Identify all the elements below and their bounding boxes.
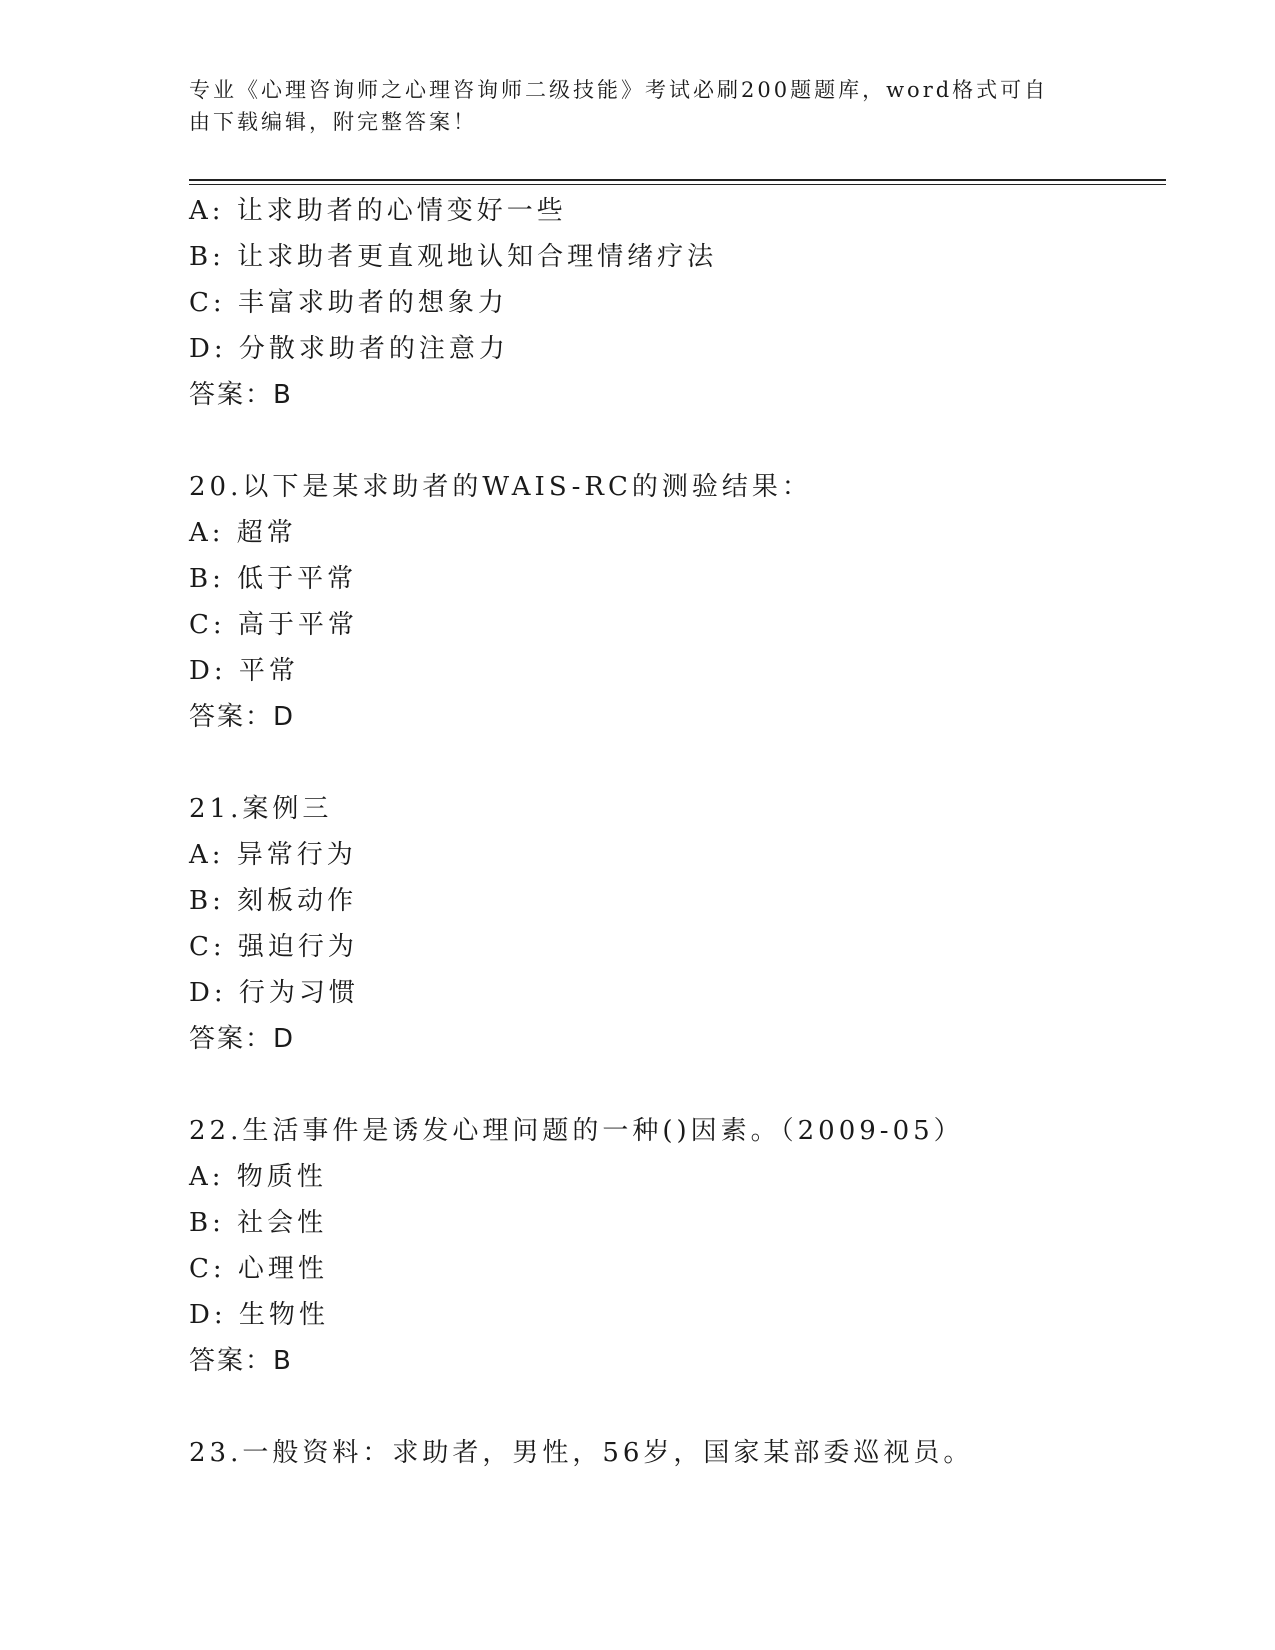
option-b: B: 社会性 xyxy=(189,1208,328,1238)
header-divider-thin xyxy=(189,184,1166,185)
option-a: A: 异常行为 xyxy=(189,840,357,870)
question-text: 21.案例三 xyxy=(189,794,333,824)
question-block xyxy=(189,1430,1149,1476)
option-c: C: 强迫行为 xyxy=(189,932,358,962)
option-d: D: 生物性 xyxy=(189,1300,329,1330)
option-c: C: 丰富求助者的想象力 xyxy=(189,288,508,318)
option-b: B: 刻板动作 xyxy=(189,886,358,916)
option-b: B: 低于平常 xyxy=(189,564,358,594)
option-a: A: 物质性 xyxy=(189,1162,327,1192)
answer-line: 答案：B xyxy=(189,380,293,410)
document-header xyxy=(189,74,1089,138)
option-d: D: 分散求助者的注意力 xyxy=(189,334,509,364)
option-a: A: 让求助者的心情变好一些 xyxy=(189,196,567,226)
header-divider-thick xyxy=(189,179,1166,181)
answer-line: 答案：D xyxy=(189,1024,296,1054)
question-text: 22.生活事件是诱发心理问题的一种()因素。（2009-05） xyxy=(189,1116,964,1146)
question-list xyxy=(189,188,1149,1476)
option-d: D: 平常 xyxy=(189,656,299,686)
answer-line: 答案：D xyxy=(189,702,296,732)
option-c: C: 心理性 xyxy=(189,1254,328,1284)
question-block xyxy=(189,1108,1149,1384)
question-text: 20.以下是某求助者的WAIS-RC的测验结果： xyxy=(189,472,812,502)
option-a: A: 超常 xyxy=(189,518,297,548)
answer-line: 答案：B xyxy=(189,1346,293,1376)
header-line-1: 专业《心理咨询师之心理咨询师二级技能》考试必刷200题题库，word格式可自 xyxy=(189,78,1049,102)
option-c: C: 高于平常 xyxy=(189,610,358,640)
header-line-2: 由下载编辑，附完整答案！ xyxy=(189,110,477,134)
question-block xyxy=(189,786,1149,1062)
question-block xyxy=(189,188,1149,418)
option-b: B: 让求助者更直观地认知合理情绪疗法 xyxy=(189,242,718,272)
question-text: 23.一般资料：求助者，男性，56岁，国家某部委巡视员。 xyxy=(189,1438,974,1468)
question-block xyxy=(189,464,1149,740)
option-d: D: 行为习惯 xyxy=(189,978,359,1008)
